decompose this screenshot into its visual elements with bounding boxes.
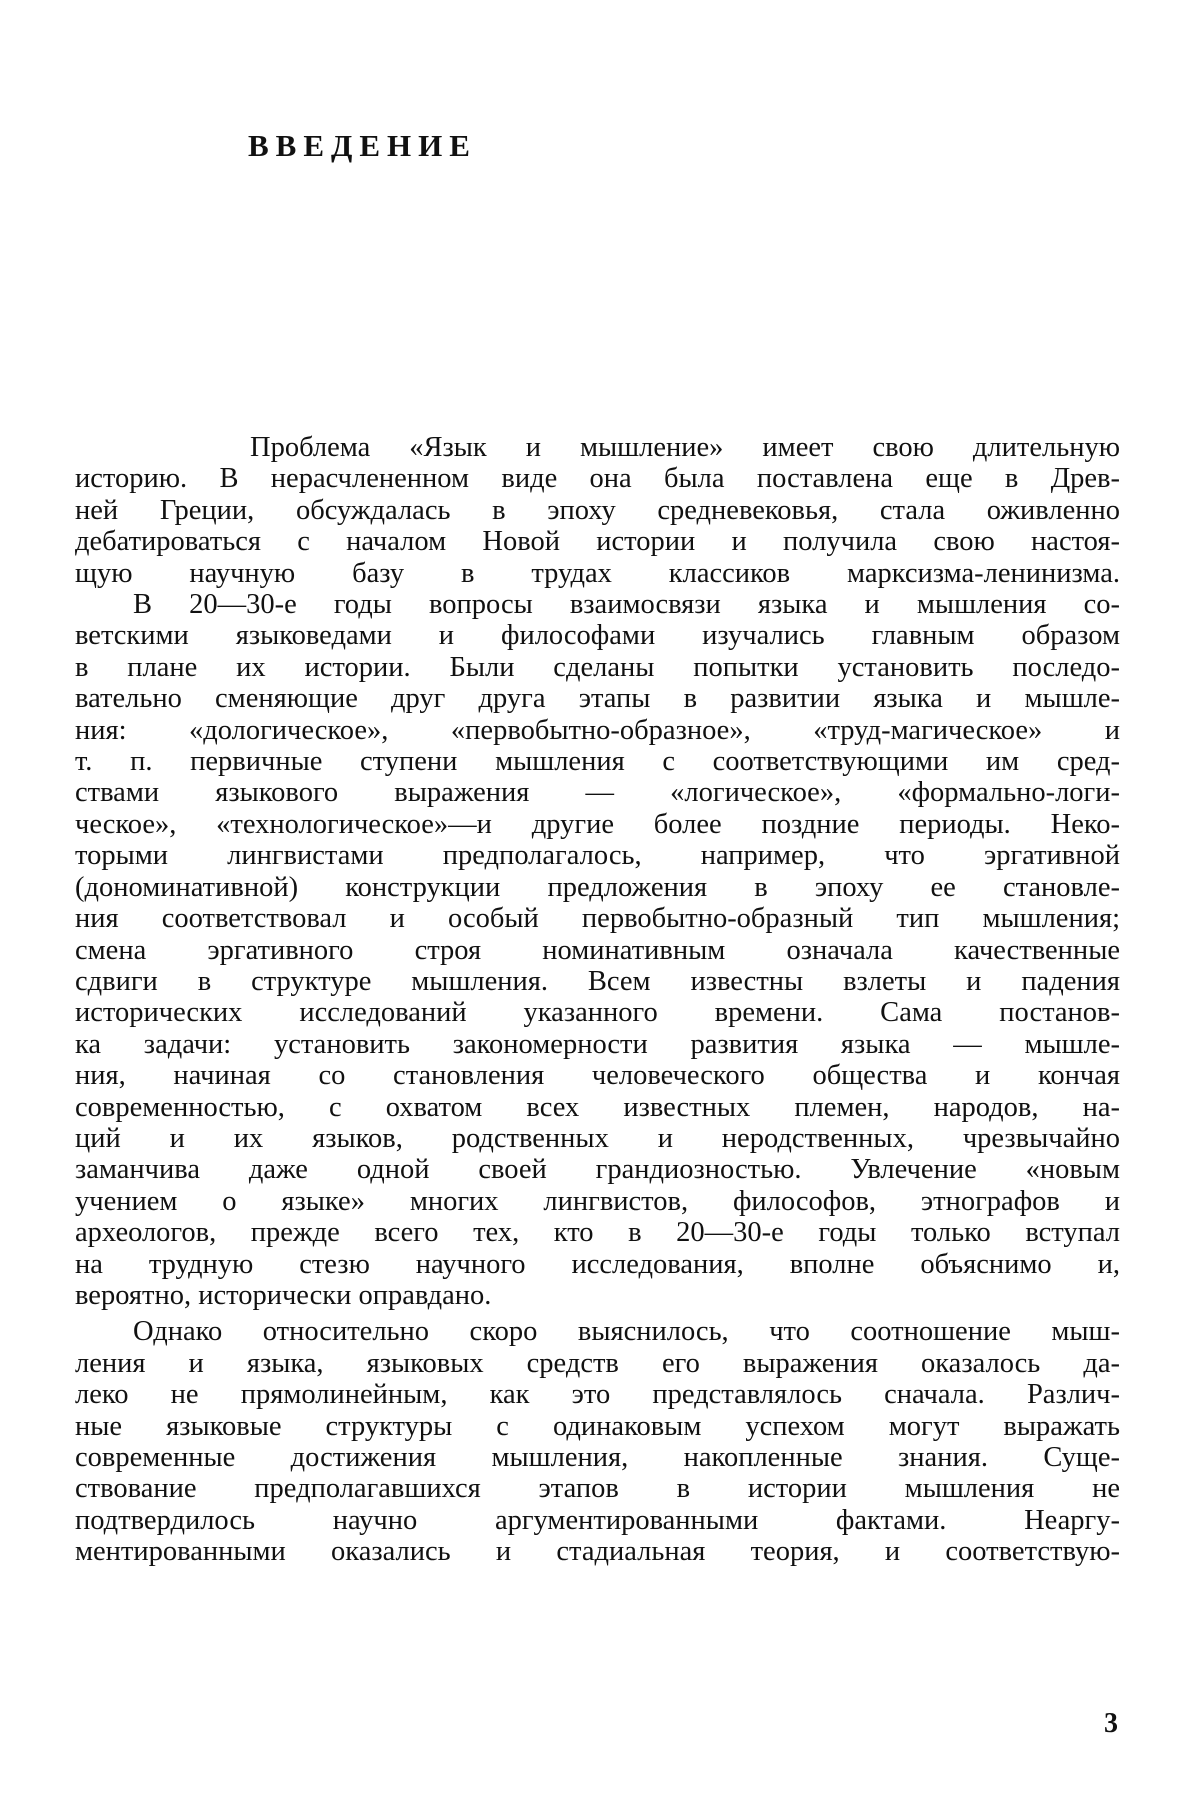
- text-line: исторических исследований указанного времени. Сама постанов-: [75, 997, 1120, 1029]
- text-line: в плане их истории. Были сделаны попытки установить последо-: [75, 651, 1120, 683]
- text-line: щую научную базу в трудах классиков марксизма-ленинизма.: [75, 557, 1120, 589]
- text-line: заманчива даже одной своей грандиозностью. Увлечение «новым: [75, 1154, 1120, 1186]
- text-line: ка задачи: установить закономерности развития языка — мышле-: [75, 1028, 1120, 1060]
- text-line: ствами языкового выражения — «логическое», «формально-логи-: [75, 777, 1120, 809]
- text-line: ментированными оказались и стадиальная теория, и соответствую-: [75, 1536, 1120, 1568]
- text-line: ветскими языковедами и философами изучались главным образом: [75, 620, 1120, 652]
- text-line: ствование предполагавшихся этапов в истории мышления не: [75, 1473, 1120, 1505]
- text-line: подтвердилось научно аргументированными фактами. Неаргу-: [75, 1504, 1120, 1536]
- text-line: ния, начиная со становления человеческого общества и кончая: [75, 1060, 1120, 1092]
- chapter-heading: ВВЕДЕНИЕ: [248, 128, 477, 163]
- text-line: современностью, с охватом всех известных племен, народов, на-: [75, 1091, 1120, 1123]
- text-line: вероятно, исторически оправдано.: [75, 1279, 492, 1311]
- text-line: торыми лингвистами предполагалось, например, что эргативной: [75, 840, 1120, 872]
- text-line: (дономинативной) конструкции предложения в эпоху ее становле-: [75, 871, 1120, 903]
- text-line: вательно сменяющие друг друга этапы в развитии языка и мышле-: [75, 683, 1120, 715]
- text-line: Проблема «Язык и мышление» имеет свою длительную: [250, 432, 1120, 463]
- paragraph-3: [75, 1316, 1120, 1567]
- paragraph-1: [75, 432, 1120, 589]
- text-line: В 20—30-е годы вопросы взаимосвязи языка и мышления со-: [133, 589, 1120, 621]
- text-line: ления и языка, языковых средств его выражения оказалось да-: [75, 1347, 1120, 1379]
- text-line: сдвиги в структуре мышления. Всем известны взлеты и падения: [75, 965, 1120, 997]
- paragraph-2: [75, 589, 1120, 1311]
- text-line: леко не прямолинейным, как это представлялось сначала. Различ-: [75, 1379, 1120, 1411]
- text-line: ческое», «технологическое»—и другие более поздние периоды. Неко-: [75, 808, 1120, 840]
- text-line: ций и их языков, родственных и неродственных, чрезвычайно: [75, 1122, 1120, 1154]
- text-line: археологов, прежде всего тех, кто в 20—30-е годы только вступал: [75, 1217, 1120, 1249]
- text-line: Однако относительно скоро выяснилось, что соотношение мыш-: [133, 1316, 1120, 1348]
- text-line: на трудную стезю научного исследования, вполне объяснимо и,: [75, 1248, 1120, 1280]
- text-line: ней Греции, обсуждалась в эпоху средневековья, стала оживленно: [75, 494, 1120, 526]
- text-line: современные достижения мышления, накопленные знания. Суще-: [75, 1442, 1120, 1473]
- text-line: смена эргативного строя номинативным означала качественные: [75, 934, 1120, 966]
- text-line: дебатироваться с началом Новой истории и получила свою настоя-: [75, 526, 1120, 558]
- text-line: ния соответствовал и особый первобытно-образный тип мышления;: [75, 903, 1120, 935]
- body-text: [75, 432, 1120, 1568]
- text-line: учением о языке» многих лингвистов, философов, этнографов и: [75, 1185, 1120, 1217]
- text-line: ные языковые структуры с одинаковым успехом могут выражать: [75, 1410, 1120, 1442]
- text-line: т. п. первичные ступени мышления с соответствующими им сред-: [75, 746, 1120, 778]
- text-line: историю. В нерасчлененном виде она была поставлена еще в Древ-: [75, 463, 1120, 495]
- page-number: 3: [1104, 1708, 1118, 1739]
- text-line: ния: «дологическое», «первобытно-образное», «труд-магическое» и: [75, 714, 1120, 746]
